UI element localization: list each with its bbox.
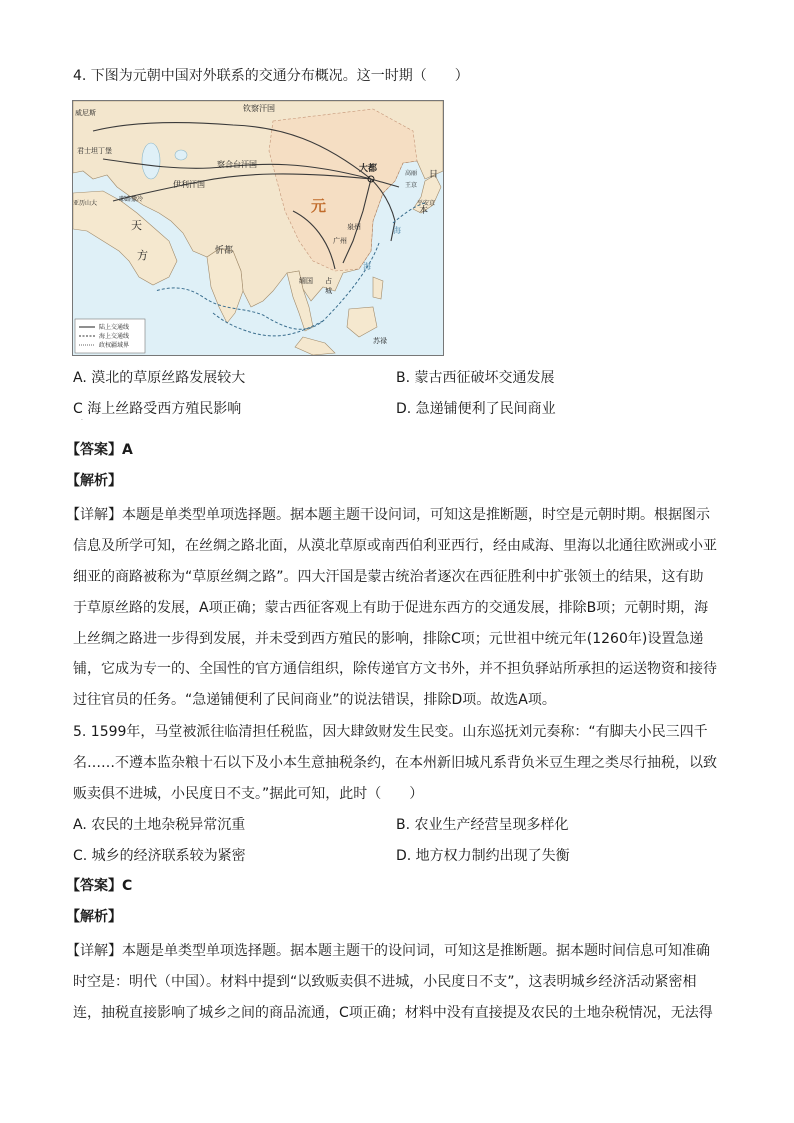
q4-detail-line-2: 信息及所学可知，在丝绸之路北面，从漠北草原或南西伯利亚西行，经由咸海、里海以北通往欧洲或小亚 (73, 538, 717, 554)
q5-analysis-heading: 【解析】 (66, 909, 122, 925)
q4-option-a: A. 漠北的草原丝路发展较大 (73, 370, 246, 386)
label-burma: 缅国 (299, 277, 313, 285)
legend-sea-route: 海上交通线 (99, 333, 130, 340)
label-japan-1: 日 (429, 170, 439, 180)
q4-option-d: D. 急递铺便利了民间商业 (396, 401, 556, 417)
q5-option-a: A. 农民的土地杂税异常沉重 (73, 817, 246, 833)
q4-option-c: C 海上丝路受西方殖民影响 (73, 401, 242, 417)
stray-dot: · (81, 417, 83, 424)
label-kyoto: 王京 (405, 182, 418, 189)
label-guangzhou: 广州 (333, 237, 347, 245)
q5-option-d: D. 地方权力制约出现了失衡 (396, 848, 570, 864)
label-constantinople: 君士坦丁堡 (77, 147, 112, 155)
label-japan-2: 本 (419, 206, 429, 216)
label-champa-1: 占 (325, 277, 332, 285)
q5-detail-line-1: 【详解】本题是单类型单项选择题。据本题主题干的设问词，可知这是推断题。据本题时间信息可知准确 (66, 943, 710, 959)
q4-detail-line-7: 过往官员的任务。“急递铺便利了民间商业”的说法错误，排除D项。故选A项。 (73, 692, 556, 708)
q4-detail-line-4: 于草原丝路的发展，A项正确；蒙古西征客观上有助于促进东西方的交通发展，排除B项；元朝时期，海 (73, 600, 709, 616)
label-golden-horde: 钦察汗国 (243, 104, 275, 113)
q4-detail-line-6: 铺，它成为专一的、全国性的官方通信组织，除传递官方文书外，并不担负驿站所承担的运送物资和接待 (73, 661, 717, 677)
q5-answer: 【答案】C (66, 878, 133, 894)
label-chagatai: 察合台汗国 (217, 160, 257, 169)
q4-detail-line-3: 细亚的商路被称为“草原丝绸之路”。四大汗国是蒙古统治者逐次在西征胜利中扩张领土的结果，这有助 (73, 569, 704, 585)
label-heian: 平安京 (417, 200, 436, 207)
map-legend (75, 319, 145, 353)
q4-detail-line-1: 【详解】本题是单类型单项选择题。据本题主题干设问词，可知这是推断题，时空是元朝时期。根据图示 (66, 507, 710, 523)
label-sea-2: 海 (363, 262, 371, 271)
q5-stem-line-1: 5. 1599年，马堂被派往临清担任税监，因大肆敛财发生民变。山东巡抚刘元奏称：“有脚夫小民三四千 (73, 724, 708, 740)
label-ilkhanate: 伊利汗国 (173, 180, 205, 189)
label-goryeo: 高丽 (405, 170, 418, 177)
q5-option-c: C. 城乡的经济联系较为紧密 (73, 848, 246, 864)
label-sumatra: 苏禄 (373, 337, 387, 345)
label-alexandria: 亚历山大 (73, 200, 98, 207)
q4-stem: 4. 下图为元朝中国对外联系的交通分布概况。这一时期（ ） (73, 68, 469, 84)
q4-detail-line-5: 上丝绸之路进一步得到发展，并未受到西方殖民的影响，排除C项；元世祖中统元年(1260年)设置急递 (73, 631, 704, 647)
label-jerusalem: 耶路撒冷 (119, 196, 144, 203)
legend-border: 政权疆域界 (99, 342, 130, 349)
label-champa-2: 城 (325, 287, 332, 295)
q4-answer: 【答案】A (66, 442, 133, 458)
legend-land-route: 陆上交通线 (99, 324, 130, 331)
label-dadu: 大都 (359, 164, 378, 174)
q5-option-b: B. 农业生产经营呈现多样化 (396, 817, 569, 833)
q5-detail-line-3: 连，抽税直接影响了城乡之间的商品流通，C项正确；材料中没有直接提及农民的土地杂税情况，无法得 (73, 1005, 713, 1021)
q5-detail-line-2: 时空是：明代（中国）。材料中提到“以致贩卖俱不进城，小民度日不支”，这表明城乡经济活动紧密相 (73, 974, 697, 990)
yuan-transport-map (72, 100, 444, 356)
label-sea-1: 海 (393, 226, 401, 235)
label-arabia-1: 天 (131, 219, 142, 232)
label-arabia-2: 方 (137, 249, 148, 262)
q5-stem-line-3: 贩卖俱不进城，小民度日不支。”据此可知，此时（ ） (73, 786, 424, 802)
label-india: 忻都 (215, 246, 234, 256)
philippines-island (373, 277, 383, 299)
q4-option-b: B. 蒙古西征破坏交通发展 (396, 370, 555, 386)
aral-sea (175, 150, 187, 160)
q5-stem-line-2: 名……不遵本监杂粮十石以下及小本生意抽税条约，在本州新旧城凡系背负米豆生理之类尽行抽税，以致 (73, 755, 717, 771)
caspian-sea (142, 143, 160, 179)
label-yuan: 元 (311, 197, 327, 215)
label-quanzhou: 泉州 (347, 223, 361, 231)
label-venice: 威尼斯 (75, 109, 96, 117)
q4-analysis-heading: 【解析】 (66, 473, 122, 489)
